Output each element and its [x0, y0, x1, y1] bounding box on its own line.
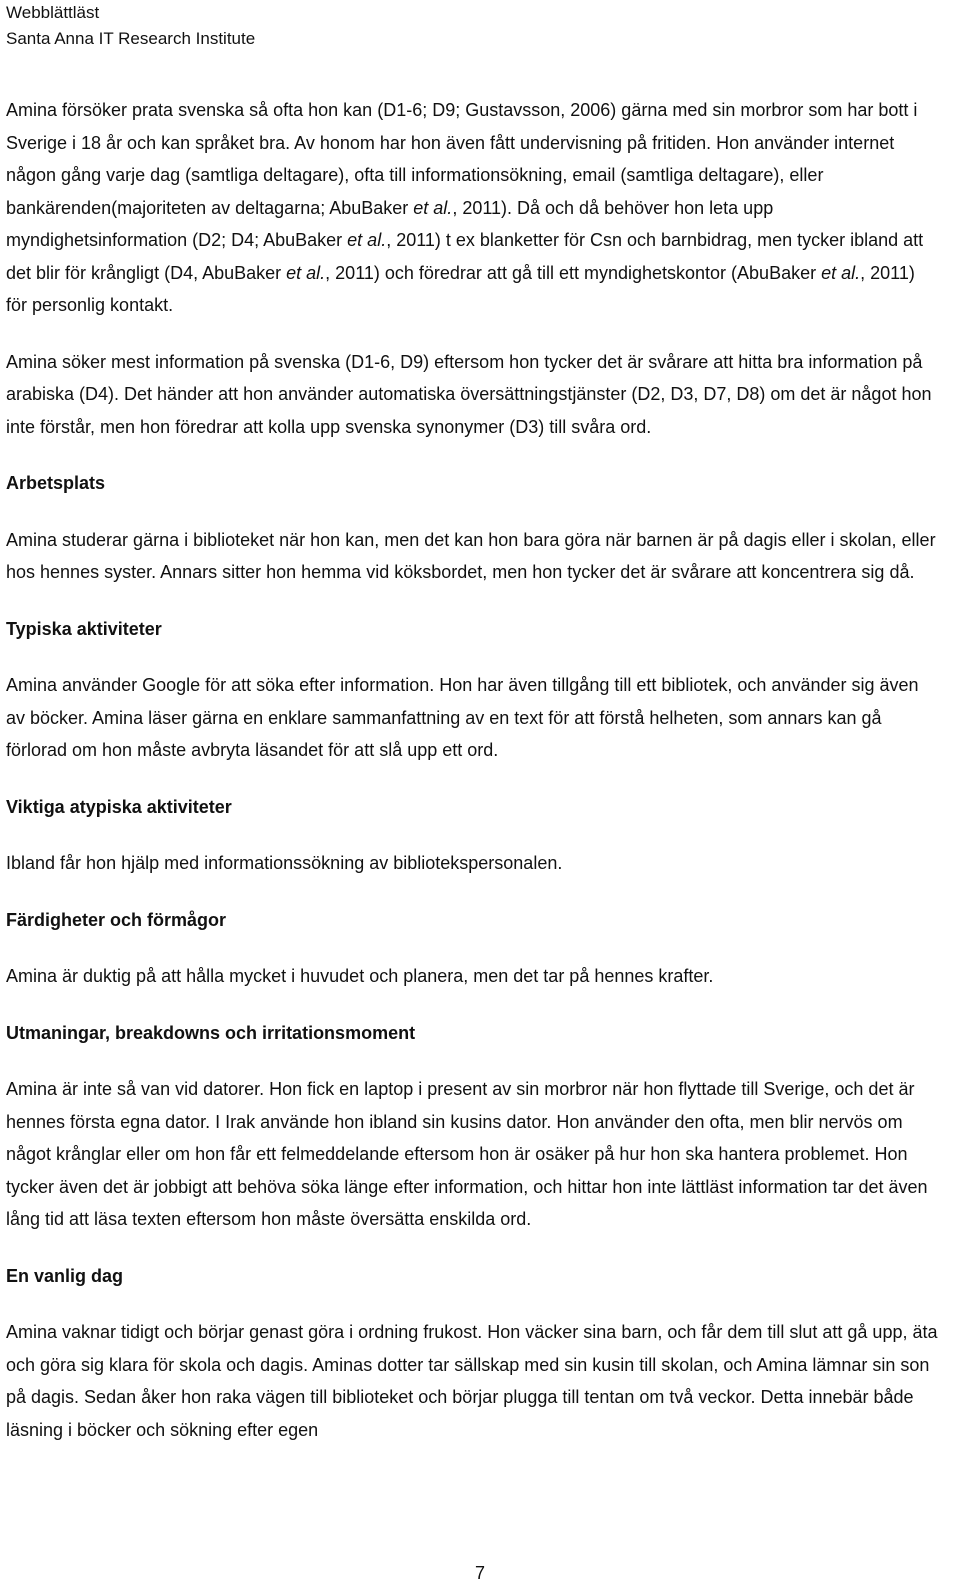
paragraph-internet-use: [6, 94, 940, 322]
section-heading-viktiga-atypiska: Viktiga atypiska aktiviteter: [6, 796, 232, 817]
text-run: , 2011). Då och då behöver hon leta upp myndighetsinformation (D2; D4; AbuBaker: [6, 197, 774, 250]
paragraph-fardigheter: Amina är duktig på att hålla mycket i huvudet och planera, men det tar på hennes krafter.: [6, 966, 714, 986]
document-body: [6, 94, 940, 1446]
paragraph-utmaningar: Amina är inte så van vid datorer. Hon fick en laptop i present av sin morbror när hon flyttade till Sverige, och det är hennes första egna dator. I Irak använde hon ibland sin kusins dator. Hon använder den ofta, men blir nervös om något krånglar eller om hon får ett felmeddelande eftersom hon är osäker på hur hon ska hantera problemet. Hon tycker även det är jobbigt att behöva söka länge efter information, och hittar hon inte lättläst information tar det även lång tid att läsa texten eftersom hon måste översätta enskilda ord.: [6, 1079, 928, 1229]
section-heading-typiska-aktiviteter: Typiska aktiviteter: [6, 618, 162, 639]
paragraph-typiska-aktiviteter: Amina använder Google för att söka efter information. Hon har även tillgång till ett bibliotek, och använder sig även av böcker. Amina läser gärna en enklare sammanfattning av en text för att förstå helheten, som annars kan gå förlorad om hon måste avbryta läsandet för att slå upp ett ord.: [6, 675, 919, 760]
section-heading-vanlig-dag: En vanlig dag: [6, 1265, 124, 1286]
text-run: Amina försöker prata svenska så ofta hon kan (D1-6; D9; Gustavsson, 2006) gärna med sin morbror som har bott i Sverige i 18 år och kan språket bra. Av honom har hon även fått undervisning på fritiden. Hon använder internet någon gång varje dag (samtliga deltagare), ofta till informationsökning, email (samtliga deltagare), eller bankärenden(majoriteten av deltagarna; AbuBaker: [6, 100, 918, 218]
section-heading-arbetsplats: Arbetsplats: [6, 473, 106, 493]
section-heading-fardigheter: Färdigheter och förmågor: [6, 909, 227, 930]
italic-et-al: et al.: [286, 262, 326, 283]
paragraph-language: Amina söker mest information på svenska (D1-6, D9) eftersom hon tycker det är svårare att hitta bra information på arabiska (D4). Det händer att hon använder automatiska översättningstjänster (D2, D3, D7, D8) om det är något hon inte förstår, men hon föredrar att kolla upp svenska synonymer (D3) till svåra ord.: [6, 351, 932, 437]
text-run: , 2011) och föredrar att gå till ett myndighetskontor (AbuBaker: [325, 262, 822, 283]
header-title: Webblättläst: [6, 3, 100, 22]
header-organization: Santa Anna IT Research Institute: [6, 29, 256, 48]
section-heading-utmaningar: Utmaningar, breakdowns och irritationsmoment: [6, 1022, 416, 1043]
paragraph-vanlig-dag: Amina vaknar tidigt och börjar genast göra i ordning frukost. Hon väcker sina barn, och får dem till slut att gå upp, äta och göra sig klara för skola och dagis. Aminas dotter tar sällskap med sin kusin till skolan, och Amina lämnar sin son på dagis. Sedan åker hon raka vägen till biblioteket och börjar plugga till tentan om två veckor. Detta innebär både läsning i böcker och sökning efter egen: [6, 1322, 938, 1440]
text-run: , 2011) för personlig kontakt.: [6, 262, 915, 315]
page-header: [6, 0, 940, 52]
paragraph-arbetsplats: Amina studerar gärna i biblioteket när hon kan, men det kan hon bara göra när barnen är på dagis eller i skolan, eller hos hennes syster. Annars sitter hon hemma vid köksbordet, men hon tycker det är svårare att koncentrera sig då.: [6, 529, 936, 582]
italic-et-al: et al.: [347, 230, 387, 250]
page-number: 7: [474, 1563, 485, 1583]
text-run: , 2011) t ex blanketter för Csn och barnbidrag, men tycker ibland att det blir för krångligt (D4, AbuBaker: [6, 230, 924, 283]
italic-et-al: et al.: [821, 262, 861, 283]
italic-et-al: et al.: [413, 197, 453, 218]
paragraph-viktiga-atypiska: Ibland får hon hjälp med informationssökning av bibliotekspersonalen.: [6, 853, 563, 873]
